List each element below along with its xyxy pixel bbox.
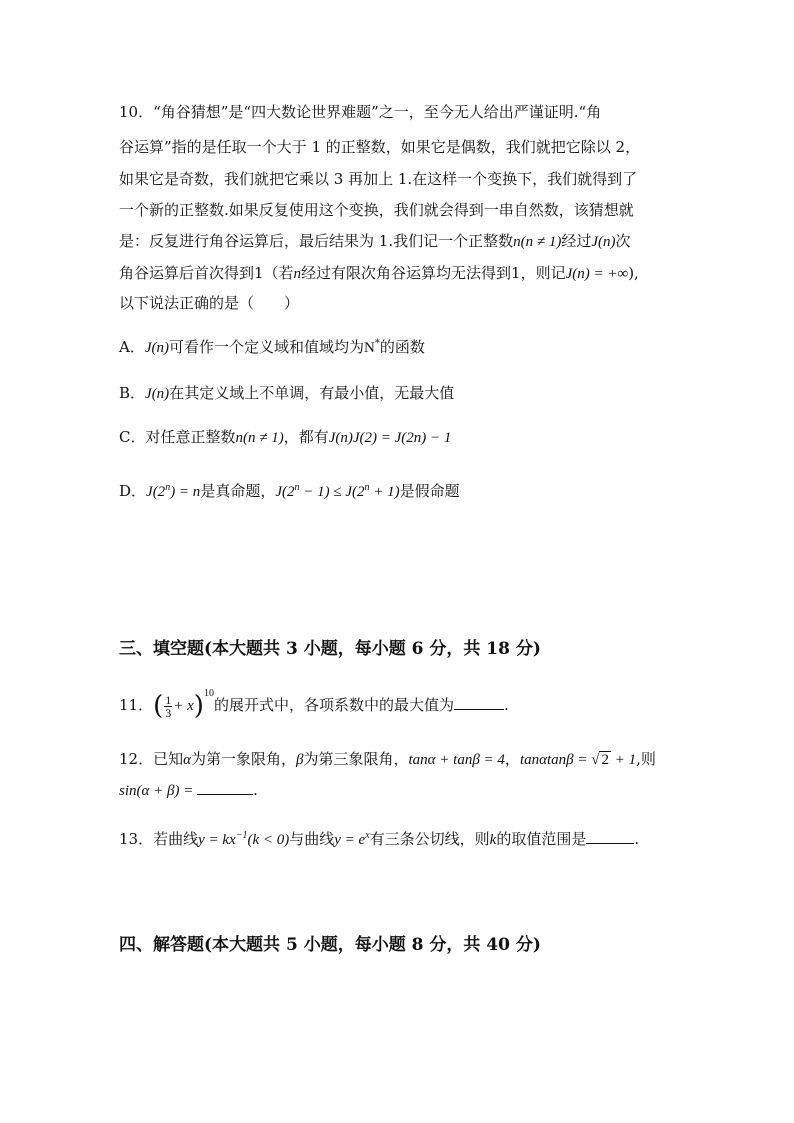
- q10-line6-expr: J(n) = +∞: [565, 266, 629, 282]
- q11-line: [119, 688, 509, 721]
- q10-option-b: [119, 382, 454, 403]
- q10-line-4: 一个新的正整数.如果反复使用这个变换，我们就会得到一串自然数，该猜想就: [119, 201, 634, 219]
- q11-label: 11．: [119, 696, 154, 714]
- q10-line-7: 以下说法正确的是（ ）: [119, 294, 300, 312]
- q10-line-1: 10．“角谷猜想”是“四大数论世界难题”之一，至今无人给出严谨证明.“角: [119, 103, 602, 121]
- q12-text-3: ,则: [636, 750, 656, 768]
- q11-open-paren: (: [153, 691, 164, 721]
- q12-beta: β: [295, 752, 304, 768]
- q12-expr-3: sin(α + β) =: [119, 783, 198, 799]
- q11-exponent: 10: [203, 688, 214, 699]
- section-3-heading: 三、填空题(本大题共 3 小题，每小题 6 分，共 18 分): [119, 639, 541, 659]
- option-a-star: *: [374, 338, 380, 349]
- q10-line5-expr-n: n(n ≠ 1): [513, 234, 562, 250]
- option-d-expr-2: $J(2^n - 1) \le J(2^n + 1)$: [275, 482, 400, 500]
- q13-text-2: 有三条公切线，则: [369, 830, 490, 848]
- q10-line6-text-c: ),: [628, 264, 639, 282]
- q10-line6-n: n: [293, 266, 302, 282]
- option-a-N: N: [364, 340, 375, 356]
- option-b-text: 在其定义域上不单调，有最小值，无最大值: [169, 384, 455, 402]
- q13-text-3: 的取值范围是: [496, 830, 587, 848]
- q10-line6-text-a: 角谷运算后首次得到1（若: [119, 264, 294, 282]
- q10-line-3: 如果它是奇数，我们就把它乘以 3 再加上 1.在这样一个变换下，我们就得到了: [119, 170, 638, 188]
- q13-answer-blank[interactable]: [586, 829, 634, 844]
- q11-fraction: $\frac{1}{3}$: [165, 692, 172, 720]
- q12-text-1: 为第一象限角，: [190, 750, 296, 768]
- option-c-expr-1: n(n ≠ 1): [235, 430, 284, 446]
- q11-answer-blank[interactable]: [454, 695, 504, 710]
- q10-option-a: [119, 336, 425, 357]
- q12-expr-2: tanαtanβ = √ 2 + 1: [519, 752, 637, 768]
- q13-expr-1: $y = kx^{-1}(k < 0)$: [198, 830, 290, 848]
- q11-end: .: [503, 696, 509, 714]
- q10-line5-expr-jn: J(n): [591, 234, 616, 250]
- option-d-text-2: 是假命题: [399, 482, 460, 500]
- q12-alpha: α: [183, 752, 191, 768]
- q10-line5-text-c: 次: [615, 232, 631, 250]
- q12-text-2: 为第三象限角，: [303, 750, 409, 768]
- q10-line6-text-b: 经过有限次角谷运算均无法得到1，则记: [301, 264, 566, 282]
- q13-label: 13．若曲线: [119, 830, 199, 848]
- q10-line-6: [119, 262, 639, 283]
- option-c-label: C．对任意正整数: [119, 428, 236, 446]
- option-a-text-2: 的函数: [379, 338, 425, 356]
- q11-close-paren: ): [193, 691, 204, 721]
- option-d-text-1: 是真命题，: [200, 482, 276, 500]
- q12-line-2: [119, 780, 258, 800]
- q12-expr-1: tanα + tanβ = 4: [408, 752, 505, 768]
- q13-text-1: 与曲线: [289, 830, 335, 848]
- option-a-expr: J(n): [144, 340, 169, 356]
- q10-line-5: [119, 230, 631, 251]
- q13-expr-2: $y = e^x$: [334, 830, 370, 848]
- q12-end: .: [253, 781, 258, 799]
- option-c-expr-2: J(n)J(2) = J(2n) − 1: [328, 430, 452, 446]
- section-4-heading: 四、解答题(本大题共 5 小题，每小题 8 分，共 40 分): [119, 935, 541, 955]
- q13-end: .: [634, 830, 640, 848]
- q13-line: [119, 828, 639, 849]
- option-d-label: D．: [119, 482, 147, 500]
- q11-text: 的展开式中，各项系数中的最大值为: [213, 696, 454, 714]
- option-b-label: B．: [119, 384, 146, 402]
- option-d-expr-1: $J(2^n) = n$: [146, 482, 201, 500]
- q11-plus-x: + x: [173, 698, 194, 714]
- q12-line-1: [119, 748, 656, 769]
- q12-sep: ，: [504, 750, 520, 768]
- q12-label: 12．已知: [119, 750, 184, 768]
- q10-option-c: [119, 426, 451, 447]
- q10-option-d: [119, 480, 460, 501]
- q12-answer-blank[interactable]: [197, 780, 253, 795]
- q10-line5-text-b: 经过: [561, 232, 592, 250]
- q10-line-2: 谷运算”指的是任取一个大于 1 的正整数，如果它是偶数，我们就把它除以 2，: [119, 138, 641, 156]
- q10-line5-text-a: 是：反复进行角谷运算后，最后结果为 1.我们记一个正整数: [119, 232, 514, 250]
- option-a-label: A．: [119, 338, 145, 356]
- option-a-text-1: 可看作一个定义域和值域均为: [169, 338, 365, 356]
- option-b-expr: J(n): [145, 386, 170, 402]
- q13-k: k: [489, 832, 497, 848]
- option-c-text: ，都有: [283, 428, 329, 446]
